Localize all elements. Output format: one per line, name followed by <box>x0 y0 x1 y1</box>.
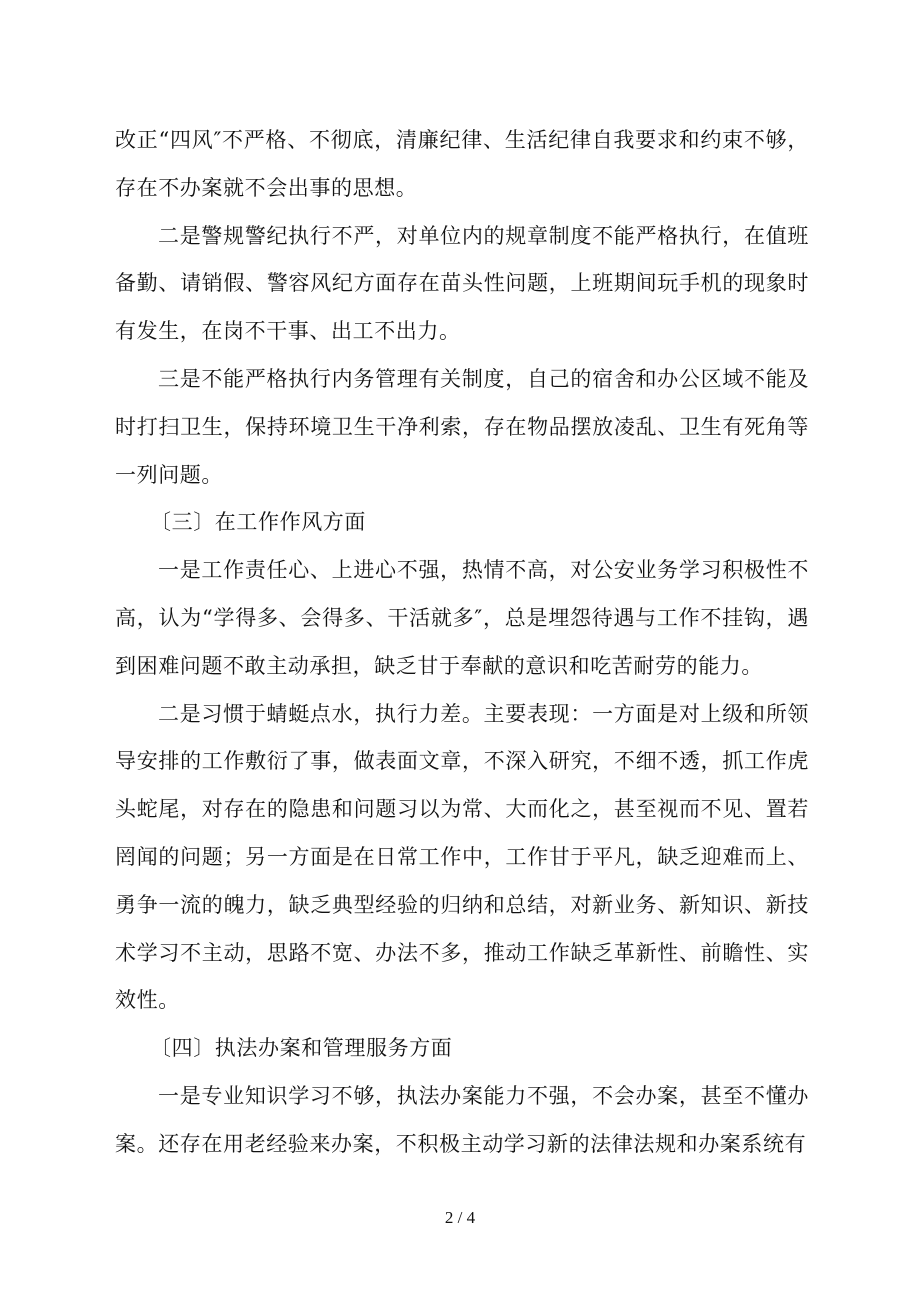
section-heading-work-style: 〔三〕在工作作风方面 <box>150 510 366 535</box>
paragraph-professional-knowledge: 一是专业知识学习不够，执法办案能力不强，不会办案，甚至不懂办案。还存在用老经验来办案，不积极主动学习新的法律法规和办案系统有 <box>115 1083 809 1156</box>
paragraph-responsibility: 一是工作责任心、上进心不强，热情不高，对公安业务学习积极性不高，认为“学得多、会得多、干活就多″，总是埋怨待遇与工作不挂钩，遇到困难问题不敢主动承担，缺乏甘于奉献的意识和吃苦耐劳的能力。 <box>115 558 809 678</box>
section-heading-law-enforcement: 〔四〕执法办案和管理服务方面 <box>150 1036 453 1061</box>
page-number: 2 / 4 <box>444 1208 476 1227</box>
paragraph-continuation: 改正“四风″不严格、不彻底，清廉纪律、生活纪律自我要求和约束不够，存在不办案就不会出事的思想。 <box>115 128 809 200</box>
paragraph-housekeeping: 三是不能严格执行内务管理有关制度，自己的宿舍和办公区域不能及时打扫卫生，保持环境卫生干净利索，存在物品摆放凌乱、卫生有死角等一列问题。 <box>115 366 809 487</box>
paragraph-discipline: 二是警规警纪执行不严，对单位内的规章制度不能严格执行，在值班备勤、请销假、警容风纪方面存在苗头性问题，上班期间玩手机的现象时有发生，在岗不干事、出工不出力。 <box>115 223 809 344</box>
document-body <box>115 117 809 1169</box>
paragraph-execution: 二是习惯于蜻蜓点水，执行力差。主要表现：一方面是对上级和所领导安排的工作敷衍了事，做表面文章，不深入研究，不细不透，抓工作虎头蛇尾，对存在的隐患和问题习以为常、大而化之，甚至视而不见、置若罔闻的问题；另一方面是在日常工作中，工作甘于平凡，缺乏迎难而上、勇争一流的魄力，缺乏典型经验的归纳和总结，对新业务、新知识、新技术学习不主动，思路不宽、办法不多，推动工作缺乏革新性、前瞻性、实效性。 <box>115 701 809 1013</box>
